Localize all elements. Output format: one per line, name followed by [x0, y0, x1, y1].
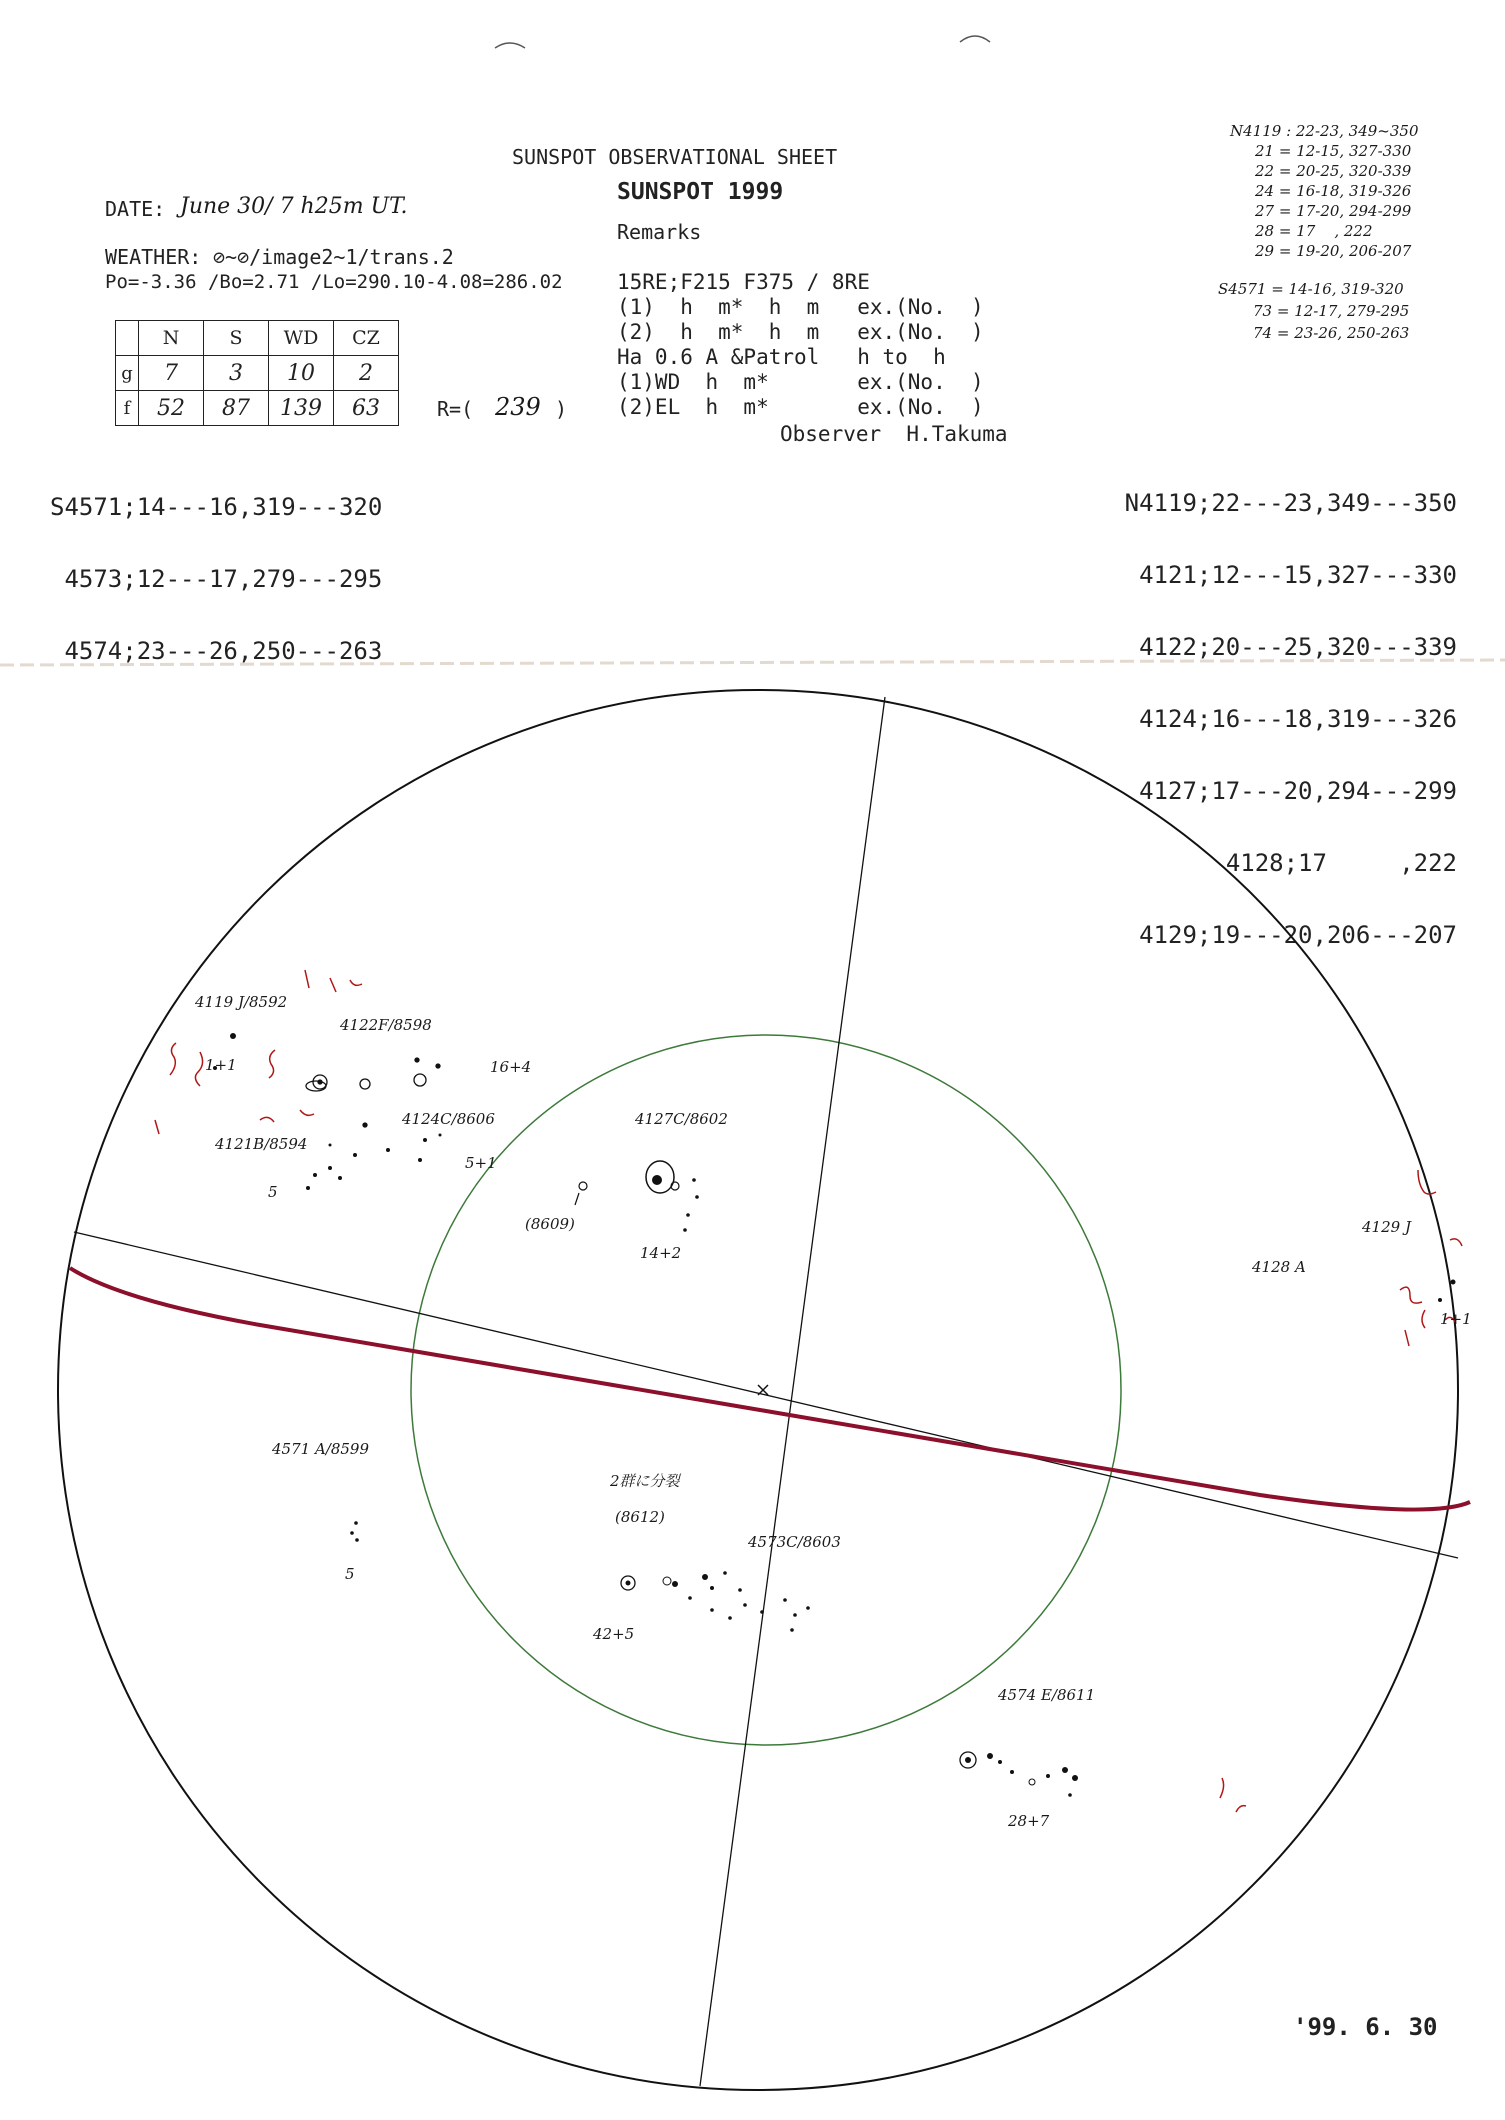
corner-note: 74 = 23-26, 250-263: [1253, 324, 1410, 342]
label-4574: 4574 E/8611: [998, 1686, 1096, 1704]
label-4571: 4571 A/8599: [272, 1440, 370, 1458]
corner-note: 29 = 19-20, 206-207: [1255, 242, 1412, 260]
spot-group-8609: [575, 1182, 587, 1205]
label-4122: 4122F/8598: [340, 1016, 432, 1034]
binder-hole-mark: [960, 36, 990, 42]
header-s: S: [204, 321, 269, 356]
label-8612: (8612): [615, 1508, 665, 1526]
equator-line: [70, 1268, 1470, 1510]
label-4121: 4121B/8594: [215, 1135, 308, 1153]
r-close: ): [555, 397, 568, 421]
spot-group-4121: [306, 1144, 357, 1191]
header-wd: WD: [269, 321, 334, 356]
header-n: N: [139, 321, 204, 356]
cell-f-n: 52: [139, 391, 204, 426]
label-4124: 4124C/8606: [402, 1110, 495, 1128]
label-4574-count: 28+7: [1008, 1812, 1050, 1830]
south-entry: 4573;12---17,279---295: [50, 565, 383, 593]
row-label-f: f: [116, 391, 139, 426]
sheet-subtitle: SUNSPOT 1999: [617, 179, 784, 205]
ns-axis: [700, 697, 885, 2086]
south-entry: 4574;23---26,250---263: [50, 637, 383, 665]
north-entry: 4121;12---15,327---330: [1139, 561, 1457, 589]
cell-g-wd: 10: [269, 356, 334, 391]
header-cz: CZ: [334, 321, 399, 356]
corner-note: 22 = 20-25, 320-339: [1255, 162, 1412, 180]
corner-note: 28 = 17 , 222: [1255, 222, 1373, 240]
sheet-title: SUNSPOT OBSERVATIONAL SHEET: [512, 145, 838, 169]
cell-g-cz: 2: [334, 356, 399, 391]
weather-label: WEATHER:: [105, 245, 202, 269]
ew-axis: [74, 1232, 1458, 1558]
spot-group-4573: [621, 1571, 810, 1632]
solar-limb: [58, 690, 1458, 2090]
north-entry: N4119;22---23,349---350: [1124, 489, 1457, 517]
label-4122-count: 16+4: [490, 1058, 532, 1076]
label-4119: 4119 J/8592: [195, 993, 288, 1011]
remarks-line: (1)WD h m* ex.(No. ): [617, 370, 984, 394]
faculae-sketch-se: [1220, 1778, 1246, 1812]
date-stamp: '99. 6. 30: [1293, 2013, 1438, 2041]
corner-note: S4571 = 14-16, 319-320: [1218, 280, 1404, 298]
label-4129-count: 1+1: [1440, 1310, 1472, 1328]
center-mark: [758, 1385, 768, 1395]
label-4128: 4128 A: [1252, 1258, 1306, 1276]
corner-note: 24 = 16-18, 319-326: [1255, 182, 1412, 200]
orientation-params: Po=-3.36 /Bo=2.71 /Lo=290.10-4.08=286.02: [105, 271, 563, 293]
remarks-line: 15RE;F215 F375 / 8RE: [617, 270, 870, 294]
label-4573: 4573C/8603: [748, 1533, 841, 1551]
binder-hole-mark: [495, 43, 525, 48]
cell-f-wd: 139: [269, 391, 334, 426]
corner-note: 21 = 12-15, 327-330: [1255, 142, 1412, 160]
label-8609: (8609): [525, 1215, 575, 1233]
label-4121-count: 5: [268, 1183, 278, 1201]
spot-group-4127: [646, 1161, 699, 1232]
remarks-line: Ha 0.6 A &Patrol h to h: [617, 345, 946, 369]
remarks-line: (2) h m* h m ex.(No. ): [617, 320, 984, 344]
inner-circle: [411, 1035, 1121, 1745]
label-4127-count: 14+2: [640, 1244, 682, 1262]
north-entry: 4122;20---25,320---339: [1139, 633, 1457, 661]
north-entry: 4124;16---18,319---326: [1139, 705, 1457, 733]
north-entry: 4128;17 ,222: [1225, 849, 1457, 877]
corner-note: N4119 : 22-23, 349~350: [1230, 122, 1419, 140]
cell-g-n: 7: [139, 356, 204, 391]
label-4119-count: 1+1: [205, 1056, 237, 1074]
cell-g-s: 3: [204, 356, 269, 391]
remarks-line: (2)EL h m* ex.(No. ): [617, 395, 984, 419]
corner-note: 27 = 17-20, 294-299: [1255, 202, 1412, 220]
date-value: June 30/ 7 h25m UT.: [180, 194, 408, 219]
cell-f-cz: 63: [334, 391, 399, 426]
spot-group-4124: [386, 1134, 442, 1163]
fold-line: [0, 660, 1505, 665]
label-4124-count: 5+1: [465, 1154, 497, 1172]
south-entry: S4571;14---16,319---320: [50, 493, 383, 521]
r-value: 239: [495, 393, 541, 421]
weather-value: ⊘~⊘/image2~1/trans.2: [213, 245, 454, 269]
observer-name: Observer H.Takuma: [780, 422, 1008, 446]
corner-note: 73 = 12-17, 279-295: [1253, 302, 1410, 320]
remarks-label: Remarks: [617, 220, 702, 244]
label-4571-count: 5: [345, 1565, 355, 1583]
date-label: DATE:: [105, 197, 166, 221]
remarks-line: (1) h m* h m ex.(No. ): [617, 295, 984, 319]
spot-group-4571: [350, 1521, 359, 1542]
label-4127: 4127C/8602: [635, 1110, 728, 1128]
r-label: R=(: [437, 397, 474, 421]
row-label-g: g: [116, 356, 139, 391]
label-4573-count: 42+5: [593, 1625, 635, 1643]
spot-group-4574: [960, 1752, 1078, 1797]
north-entry: 4127;17---20,294---299: [1139, 777, 1457, 805]
north-entry: 4129;19---20,206---207: [1139, 921, 1457, 949]
label-4129: 4129 J: [1362, 1218, 1411, 1236]
cell-f-s: 87: [204, 391, 269, 426]
label-8612-note: 2群に分裂: [610, 1472, 680, 1490]
